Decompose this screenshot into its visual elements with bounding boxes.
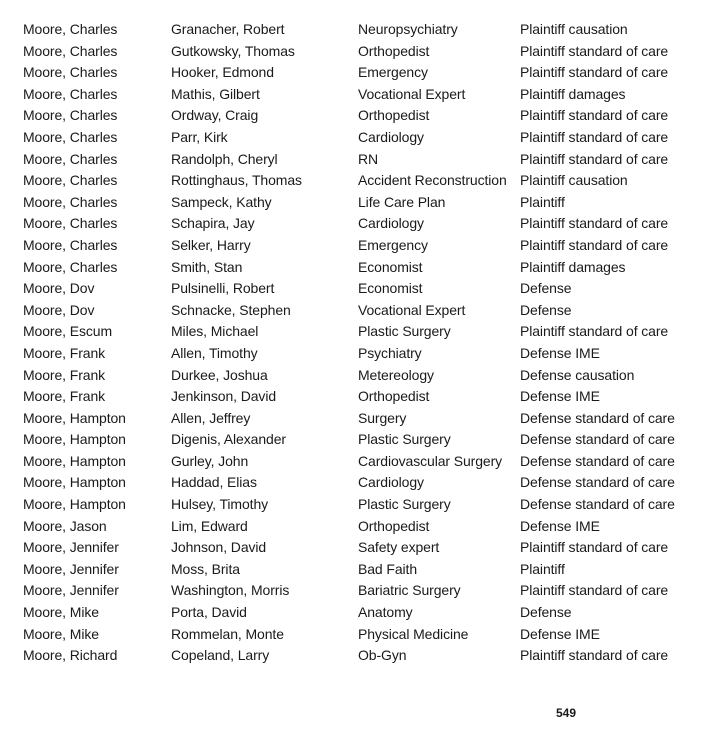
expert-cell: Gutkowsky, Thomas — [171, 42, 295, 59]
role-cell: Defense standard of care — [520, 452, 675, 469]
role-cell: Plaintiff causation — [520, 21, 628, 37]
role-cell: Plaintiff causation — [520, 172, 628, 189]
attorney-cell: Moore, Charles — [23, 193, 118, 210]
role-cell: Plaintiff standard of care — [520, 236, 669, 253]
role-cell: Plaintiff standard of care — [520, 323, 669, 340]
attorney-cell: Moore, Jennifer — [23, 560, 119, 577]
role-cell: Defense standard of care — [520, 431, 675, 448]
expert-cell: Moss, Brita — [171, 560, 240, 577]
table-row — [0, 62, 706, 84]
attorney-cell: Moore, Charles — [23, 150, 118, 167]
table-row — [0, 602, 706, 624]
expert-cell: Mathis, Gilbert — [171, 85, 260, 102]
expert-cell: Schapira, Jay — [171, 215, 255, 232]
expert-cell: Rottinghaus, Thomas — [171, 172, 302, 189]
table-row — [0, 300, 706, 322]
role-cell: Defense — [520, 280, 572, 297]
table-row — [0, 84, 706, 106]
table-row — [0, 105, 706, 127]
expert-cell: Durkee, Joshua — [171, 366, 268, 383]
table-row — [0, 408, 706, 430]
table-row — [0, 149, 706, 171]
attorney-cell: Moore, Hampton — [23, 496, 126, 513]
specialty-cell: Economist — [358, 258, 423, 275]
expert-cell: Allen, Jeffrey — [171, 409, 251, 426]
expert-cell: Johnson, David — [171, 539, 267, 556]
role-cell: Plaintiff standard of care — [520, 107, 669, 124]
specialty-cell: Plastic Surgery — [358, 431, 451, 448]
expert-cell: Washington, Morris — [171, 582, 290, 599]
role-cell: Plaintiff — [520, 560, 565, 577]
table-row — [0, 278, 706, 300]
specialty-cell: Anatomy — [358, 604, 413, 621]
table-row — [0, 494, 706, 516]
role-cell: Plaintiff standard of care — [520, 150, 669, 167]
attorney-cell: Moore, Charles — [23, 215, 118, 232]
table-row — [0, 365, 706, 387]
role-cell: Defense standard of care — [520, 474, 675, 491]
attorney-cell: Moore, Charles — [23, 21, 118, 37]
expert-cell: Rommelan, Monte — [171, 625, 284, 642]
role-cell: Defense — [520, 301, 572, 318]
specialty-cell: Orthopedist — [358, 42, 430, 59]
attorney-cell: Moore, Charles — [23, 258, 118, 275]
attorney-cell: Moore, Jennifer — [23, 582, 119, 599]
attorney-cell: Moore, Hampton — [23, 452, 126, 469]
expert-cell: Granacher, Robert — [171, 21, 285, 37]
table-row — [0, 559, 706, 581]
role-cell: Plaintiff standard of care — [520, 42, 669, 59]
role-cell: Defense causation — [520, 366, 635, 383]
role-cell: Defense IME — [520, 344, 600, 361]
expert-cell: Pulsinelli, Robert — [171, 280, 275, 297]
table-row — [0, 170, 706, 192]
expert-cell: Allen, Timothy — [171, 344, 258, 361]
attorney-cell: Moore, Charles — [23, 64, 118, 81]
expert-cell: Sampeck, Kathy — [171, 193, 272, 210]
specialty-cell: Vocational Expert — [358, 301, 466, 318]
attorney-cell: Moore, Frank — [23, 366, 106, 383]
attorney-cell: Moore, Dov — [23, 280, 95, 297]
attorney-cell: Moore, Mike — [23, 625, 99, 642]
role-cell: Plaintiff standard of care — [520, 539, 669, 556]
specialty-cell: RN — [358, 150, 379, 167]
expert-cell: Hooker, Edmond — [171, 64, 274, 81]
specialty-cell: Cardiology — [358, 128, 424, 145]
attorney-cell: Moore, Charles — [23, 85, 118, 102]
expert-cell: Jenkinson, David — [171, 388, 277, 405]
expert-listing-table — [0, 19, 706, 667]
expert-cell: Gurley, John — [171, 452, 249, 469]
attorney-cell: Moore, Jennifer — [23, 539, 119, 556]
role-cell: Defense IME — [520, 388, 600, 405]
table-row — [0, 343, 706, 365]
specialty-cell: Surgery — [358, 409, 407, 426]
attorney-cell: Moore, Hampton — [23, 409, 126, 426]
role-cell: Plaintiff damages — [520, 85, 626, 102]
specialty-cell: Emergency — [358, 236, 428, 253]
attorney-cell: Moore, Hampton — [23, 431, 126, 448]
expert-cell: Porta, David — [171, 604, 247, 621]
role-cell: Plaintiff standard of care — [520, 64, 669, 81]
expert-cell: Randolph, Cheryl — [171, 150, 278, 167]
expert-cell: Parr, Kirk — [171, 128, 228, 145]
specialty-cell: Vocational Expert — [358, 85, 466, 102]
specialty-cell: Bariatric Surgery — [358, 582, 461, 599]
specialty-cell: Economist — [358, 280, 423, 297]
role-cell: Defense — [520, 604, 572, 621]
expert-cell: Miles, Michael — [171, 323, 259, 340]
page-number: 549 — [556, 706, 577, 720]
table-row — [0, 235, 706, 257]
table-row — [0, 257, 706, 279]
table-row — [0, 645, 706, 667]
table-row — [0, 472, 706, 494]
specialty-cell: Life Care Plan — [358, 193, 446, 210]
attorney-cell: Moore, Charles — [23, 172, 118, 189]
specialty-cell: Cardiovascular Surgery — [358, 452, 503, 469]
table-row — [0, 41, 706, 63]
attorney-cell: Moore, Mike — [23, 604, 99, 621]
attorney-cell: Moore, Charles — [23, 107, 118, 124]
expert-cell: Smith, Stan — [171, 258, 243, 275]
specialty-cell: Neuropsychiatry — [358, 21, 458, 37]
table-row — [0, 451, 706, 473]
expert-cell: Hulsey, Timothy — [171, 496, 269, 513]
specialty-cell: Plastic Surgery — [358, 496, 451, 513]
table-row — [0, 192, 706, 214]
attorney-cell: Moore, Hampton — [23, 474, 126, 491]
expert-cell: Schnacke, Stephen — [171, 301, 291, 318]
role-cell: Defense standard of care — [520, 496, 675, 513]
specialty-cell: Orthopedist — [358, 517, 430, 534]
table-row — [0, 580, 706, 602]
expert-cell: Ordway, Craig — [171, 107, 259, 124]
attorney-cell: Moore, Jason — [23, 517, 107, 534]
table-row — [0, 321, 706, 343]
table-row — [0, 127, 706, 149]
role-cell: Plaintiff damages — [520, 258, 626, 275]
specialty-cell: Bad Faith — [358, 560, 418, 577]
expert-cell: Copeland, Larry — [171, 647, 270, 664]
expert-cell: Haddad, Elias — [171, 474, 257, 491]
attorney-cell: Moore, Charles — [23, 236, 118, 253]
role-cell: Plaintiff standard of care — [520, 582, 669, 599]
specialty-cell: Orthopedist — [358, 388, 430, 405]
attorney-cell: Moore, Frank — [23, 388, 106, 405]
table-row — [0, 386, 706, 408]
specialty-cell: Accident Reconstruction — [358, 172, 507, 189]
attorney-cell: Moore, Dov — [23, 301, 95, 318]
table-row — [0, 624, 706, 646]
expert-cell: Digenis, Alexander — [171, 431, 286, 448]
role-cell: Plaintiff standard of care — [520, 128, 669, 145]
expert-cell: Selker, Harry — [171, 236, 251, 253]
specialty-cell: Safety expert — [358, 539, 440, 556]
attorney-cell: Moore, Frank — [23, 344, 106, 361]
specialty-cell: Metereology — [358, 366, 434, 383]
table-row — [0, 213, 706, 235]
table-row — [0, 429, 706, 451]
table-row — [0, 537, 706, 559]
specialty-cell: Orthopedist — [358, 107, 430, 124]
role-cell: Plaintiff — [520, 193, 565, 210]
expert-cell: Lim, Edward — [171, 517, 248, 534]
table-row — [0, 516, 706, 538]
attorney-cell: Moore, Charles — [23, 42, 118, 59]
attorney-cell: Moore, Charles — [23, 128, 118, 145]
specialty-cell: Physical Medicine — [358, 625, 469, 642]
role-cell: Defense IME — [520, 625, 600, 642]
table-row — [0, 19, 706, 41]
specialty-cell: Plastic Surgery — [358, 323, 451, 340]
role-cell: Plaintiff standard of care — [520, 647, 669, 664]
specialty-cell: Emergency — [358, 64, 428, 81]
role-cell: Plaintiff standard of care — [520, 215, 669, 232]
role-cell: Defense standard of care — [520, 409, 675, 426]
specialty-cell: Cardiology — [358, 215, 424, 232]
specialty-cell: Ob-Gyn — [358, 647, 407, 664]
specialty-cell: Cardiology — [358, 474, 424, 491]
specialty-cell: Psychiatry — [358, 344, 422, 361]
attorney-cell: Moore, Richard — [23, 647, 118, 664]
attorney-cell: Moore, Escum — [23, 323, 113, 340]
role-cell: Defense IME — [520, 517, 600, 534]
